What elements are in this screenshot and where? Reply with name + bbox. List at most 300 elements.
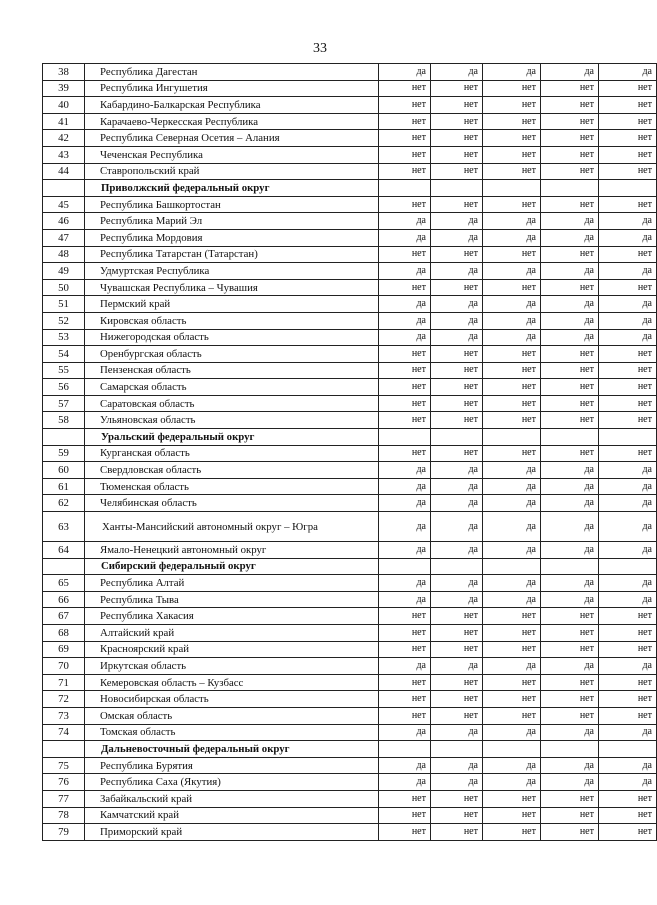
- value-cell: да: [483, 724, 541, 741]
- section-num-cell: [43, 180, 85, 197]
- value-cell: нет: [599, 445, 657, 462]
- value-cell: нет: [379, 246, 431, 263]
- row-number: 75: [43, 757, 85, 774]
- value-cell: да: [599, 64, 657, 81]
- table-row: [43, 658, 657, 675]
- value-cell: да: [599, 478, 657, 495]
- value-cell: да: [431, 462, 483, 479]
- table-row: [43, 591, 657, 608]
- value-cell: да: [431, 495, 483, 512]
- value-cell: нет: [599, 346, 657, 363]
- region-name: Новосибирская область: [85, 691, 379, 708]
- value-cell: нет: [541, 130, 599, 147]
- value-cell: да: [599, 462, 657, 479]
- value-cell: нет: [379, 97, 431, 114]
- value-cell: нет: [483, 674, 541, 691]
- value-cell: да: [541, 542, 599, 559]
- value-cell: нет: [379, 163, 431, 180]
- value-cell: нет: [483, 163, 541, 180]
- table-row: [43, 495, 657, 512]
- section-empty-cell: [483, 741, 541, 758]
- section-empty-cell: [379, 741, 431, 758]
- region-name: Нижегородская область: [85, 329, 379, 346]
- row-number: 78: [43, 807, 85, 824]
- value-cell: да: [431, 263, 483, 280]
- value-cell: нет: [541, 279, 599, 296]
- value-cell: да: [483, 575, 541, 592]
- table-row: [43, 379, 657, 396]
- value-cell: нет: [483, 146, 541, 163]
- section-empty-cell: [379, 558, 431, 575]
- value-cell: нет: [483, 362, 541, 379]
- value-cell: да: [431, 724, 483, 741]
- value-cell: нет: [379, 412, 431, 429]
- region-name: Карачаево-Черкесская Республика: [85, 113, 379, 130]
- value-cell: нет: [483, 346, 541, 363]
- value-cell: нет: [541, 641, 599, 658]
- value-cell: да: [431, 658, 483, 675]
- region-name: Чувашская Республика – Чувашия: [85, 279, 379, 296]
- region-name: Ставропольский край: [85, 163, 379, 180]
- region-name: Республика Хакасия: [85, 608, 379, 625]
- value-cell: нет: [483, 196, 541, 213]
- value-cell: нет: [483, 379, 541, 396]
- value-cell: нет: [431, 625, 483, 642]
- section-empty-cell: [541, 558, 599, 575]
- value-cell: нет: [431, 196, 483, 213]
- table-row: [43, 312, 657, 329]
- section-row: [43, 429, 657, 446]
- value-cell: нет: [431, 608, 483, 625]
- region-name: Республика Саха (Якутия): [85, 774, 379, 791]
- value-cell: да: [483, 757, 541, 774]
- value-cell: да: [599, 263, 657, 280]
- row-number: 56: [43, 379, 85, 396]
- section-row: [43, 558, 657, 575]
- row-number: 39: [43, 80, 85, 97]
- value-cell: да: [431, 757, 483, 774]
- value-cell: нет: [483, 113, 541, 130]
- value-cell: нет: [483, 625, 541, 642]
- value-cell: да: [599, 329, 657, 346]
- section-empty-cell: [379, 429, 431, 446]
- value-cell: нет: [379, 196, 431, 213]
- table-row: [43, 64, 657, 81]
- table-row: [43, 362, 657, 379]
- value-cell: нет: [541, 146, 599, 163]
- value-cell: да: [379, 724, 431, 741]
- row-number: 79: [43, 824, 85, 841]
- table-row: [43, 674, 657, 691]
- value-cell: нет: [483, 445, 541, 462]
- row-number: 73: [43, 707, 85, 724]
- value-cell: нет: [431, 707, 483, 724]
- row-number: 65: [43, 575, 85, 592]
- value-cell: нет: [599, 80, 657, 97]
- value-cell: да: [483, 512, 541, 542]
- section-empty-cell: [483, 180, 541, 197]
- table-row: [43, 707, 657, 724]
- table-row: [43, 641, 657, 658]
- row-number: 74: [43, 724, 85, 741]
- value-cell: да: [599, 774, 657, 791]
- region-name: Приморский край: [85, 824, 379, 841]
- value-cell: нет: [379, 362, 431, 379]
- row-number: 50: [43, 279, 85, 296]
- region-name: Иркутская область: [85, 658, 379, 675]
- value-cell: да: [599, 542, 657, 559]
- section-empty-cell: [431, 558, 483, 575]
- region-name: Чеченская Республика: [85, 146, 379, 163]
- value-cell: нет: [541, 790, 599, 807]
- value-cell: да: [379, 312, 431, 329]
- region-name: Свердловская область: [85, 462, 379, 479]
- value-cell: нет: [483, 807, 541, 824]
- section-empty-cell: [379, 180, 431, 197]
- section-empty-cell: [483, 429, 541, 446]
- value-cell: нет: [379, 691, 431, 708]
- value-cell: да: [599, 575, 657, 592]
- section-empty-cell: [599, 429, 657, 446]
- region-name: Ямало-Ненецкий автономный округ: [85, 542, 379, 559]
- value-cell: нет: [379, 395, 431, 412]
- value-cell: нет: [541, 608, 599, 625]
- value-cell: нет: [431, 246, 483, 263]
- value-cell: да: [483, 64, 541, 81]
- value-cell: да: [431, 64, 483, 81]
- value-cell: нет: [599, 130, 657, 147]
- table-row: [43, 608, 657, 625]
- value-cell: да: [541, 575, 599, 592]
- section-empty-cell: [599, 558, 657, 575]
- value-cell: да: [379, 591, 431, 608]
- section-empty-cell: [541, 180, 599, 197]
- row-number: 53: [43, 329, 85, 346]
- row-number: 47: [43, 229, 85, 246]
- value-cell: да: [483, 774, 541, 791]
- regions-table: [42, 63, 657, 841]
- region-name: Курганская область: [85, 445, 379, 462]
- row-number: 54: [43, 346, 85, 363]
- value-cell: нет: [379, 346, 431, 363]
- value-cell: нет: [379, 625, 431, 642]
- row-number: 67: [43, 608, 85, 625]
- value-cell: да: [541, 64, 599, 81]
- value-cell: да: [483, 213, 541, 230]
- value-cell: нет: [483, 641, 541, 658]
- value-cell: нет: [431, 146, 483, 163]
- value-cell: да: [431, 312, 483, 329]
- section-row: [43, 741, 657, 758]
- table-row: [43, 478, 657, 495]
- section-empty-cell: [541, 429, 599, 446]
- value-cell: да: [541, 296, 599, 313]
- value-cell: да: [379, 263, 431, 280]
- row-number: 41: [43, 113, 85, 130]
- section-title: Уральский федеральный округ: [85, 429, 379, 446]
- region-name: Республика Ингушетия: [85, 80, 379, 97]
- value-cell: да: [431, 229, 483, 246]
- section-title: Приволжский федеральный округ: [85, 180, 379, 197]
- value-cell: да: [379, 495, 431, 512]
- row-number: 77: [43, 790, 85, 807]
- value-cell: нет: [379, 379, 431, 396]
- table-row: [43, 80, 657, 97]
- value-cell: нет: [379, 641, 431, 658]
- value-cell: да: [431, 512, 483, 542]
- region-name: Республика Дагестан: [85, 64, 379, 81]
- value-cell: нет: [379, 707, 431, 724]
- value-cell: да: [599, 724, 657, 741]
- region-name: Тюменская область: [85, 478, 379, 495]
- value-cell: нет: [379, 80, 431, 97]
- value-cell: нет: [483, 279, 541, 296]
- row-number: 72: [43, 691, 85, 708]
- table-row: [43, 246, 657, 263]
- region-name: Оренбургская область: [85, 346, 379, 363]
- region-name: Удмуртская Республика: [85, 263, 379, 280]
- value-cell: нет: [599, 790, 657, 807]
- row-number: 69: [43, 641, 85, 658]
- page-number: 33: [313, 41, 327, 56]
- region-name: Красноярский край: [85, 641, 379, 658]
- value-cell: да: [483, 312, 541, 329]
- region-name: Республика Марий Эл: [85, 213, 379, 230]
- value-cell: нет: [541, 674, 599, 691]
- region-name: Республика Северная Осетия – Алания: [85, 130, 379, 147]
- value-cell: нет: [599, 691, 657, 708]
- table-row: [43, 395, 657, 412]
- table-row: [43, 263, 657, 280]
- value-cell: да: [379, 575, 431, 592]
- value-cell: да: [483, 542, 541, 559]
- value-cell: да: [541, 213, 599, 230]
- value-cell: нет: [541, 445, 599, 462]
- value-cell: нет: [431, 395, 483, 412]
- region-name: Саратовская область: [85, 395, 379, 412]
- value-cell: да: [379, 462, 431, 479]
- value-cell: нет: [541, 707, 599, 724]
- value-cell: нет: [431, 362, 483, 379]
- section-empty-cell: [431, 429, 483, 446]
- section-row: [43, 180, 657, 197]
- value-cell: нет: [599, 625, 657, 642]
- table-row: [43, 296, 657, 313]
- region-name: Кабардино-Балкарская Республика: [85, 97, 379, 114]
- table-row: [43, 97, 657, 114]
- region-name: Алтайский край: [85, 625, 379, 642]
- value-cell: нет: [541, 346, 599, 363]
- row-number: 71: [43, 674, 85, 691]
- value-cell: нет: [379, 790, 431, 807]
- row-number: 63: [43, 512, 85, 542]
- value-cell: да: [483, 591, 541, 608]
- value-cell: да: [379, 296, 431, 313]
- value-cell: нет: [483, 246, 541, 263]
- row-number: 64: [43, 542, 85, 559]
- value-cell: да: [541, 329, 599, 346]
- value-cell: нет: [431, 445, 483, 462]
- value-cell: да: [483, 263, 541, 280]
- row-number: 59: [43, 445, 85, 462]
- value-cell: нет: [483, 790, 541, 807]
- value-cell: нет: [379, 445, 431, 462]
- value-cell: нет: [599, 395, 657, 412]
- value-cell: да: [431, 774, 483, 791]
- value-cell: нет: [599, 113, 657, 130]
- value-cell: нет: [541, 379, 599, 396]
- value-cell: да: [541, 512, 599, 542]
- table-row: [43, 512, 657, 542]
- table-row: [43, 691, 657, 708]
- value-cell: нет: [541, 412, 599, 429]
- value-cell: да: [541, 724, 599, 741]
- value-cell: да: [379, 229, 431, 246]
- value-cell: нет: [483, 80, 541, 97]
- row-number: 38: [43, 64, 85, 81]
- value-cell: да: [599, 495, 657, 512]
- row-number: 61: [43, 478, 85, 495]
- table-row: [43, 113, 657, 130]
- value-cell: нет: [541, 163, 599, 180]
- value-cell: нет: [431, 80, 483, 97]
- region-name: Республика Тыва: [85, 591, 379, 608]
- value-cell: нет: [431, 790, 483, 807]
- section-empty-cell: [599, 180, 657, 197]
- value-cell: нет: [431, 379, 483, 396]
- value-cell: да: [541, 757, 599, 774]
- row-number: 68: [43, 625, 85, 642]
- value-cell: нет: [541, 395, 599, 412]
- table-row: [43, 807, 657, 824]
- value-cell: да: [541, 263, 599, 280]
- table-row: [43, 213, 657, 230]
- value-cell: нет: [541, 625, 599, 642]
- value-cell: нет: [599, 379, 657, 396]
- value-cell: нет: [541, 691, 599, 708]
- row-number: 44: [43, 163, 85, 180]
- value-cell: нет: [599, 279, 657, 296]
- table-row: [43, 774, 657, 791]
- value-cell: нет: [483, 608, 541, 625]
- region-name: Республика Башкортостан: [85, 196, 379, 213]
- value-cell: нет: [483, 691, 541, 708]
- row-number: 66: [43, 591, 85, 608]
- region-name: Республика Бурятия: [85, 757, 379, 774]
- value-cell: да: [483, 462, 541, 479]
- value-cell: нет: [483, 97, 541, 114]
- value-cell: нет: [541, 196, 599, 213]
- region-name: Кемеровская область – Кузбасс: [85, 674, 379, 691]
- value-cell: нет: [431, 641, 483, 658]
- table-body: [43, 64, 657, 841]
- table-row: [43, 329, 657, 346]
- value-cell: да: [431, 478, 483, 495]
- value-cell: нет: [541, 807, 599, 824]
- table-row: [43, 625, 657, 642]
- value-cell: да: [431, 575, 483, 592]
- value-cell: нет: [379, 279, 431, 296]
- value-cell: нет: [599, 146, 657, 163]
- row-number: 76: [43, 774, 85, 791]
- value-cell: нет: [431, 807, 483, 824]
- value-cell: да: [431, 296, 483, 313]
- value-cell: нет: [599, 412, 657, 429]
- value-cell: нет: [541, 362, 599, 379]
- section-num-cell: [43, 429, 85, 446]
- value-cell: нет: [599, 246, 657, 263]
- value-cell: нет: [379, 130, 431, 147]
- section-num-cell: [43, 741, 85, 758]
- value-cell: нет: [379, 113, 431, 130]
- row-number: 46: [43, 213, 85, 230]
- row-number: 43: [43, 146, 85, 163]
- section-empty-cell: [431, 741, 483, 758]
- table-row: [43, 146, 657, 163]
- table-row: [43, 757, 657, 774]
- value-cell: нет: [431, 97, 483, 114]
- table-row: [43, 824, 657, 841]
- value-cell: нет: [541, 113, 599, 130]
- value-cell: нет: [379, 608, 431, 625]
- value-cell: да: [379, 658, 431, 675]
- region-name: Республика Татарстан (Татарстан): [85, 246, 379, 263]
- value-cell: нет: [431, 412, 483, 429]
- value-cell: нет: [379, 807, 431, 824]
- row-number: 62: [43, 495, 85, 512]
- row-number: 55: [43, 362, 85, 379]
- table-row: [43, 130, 657, 147]
- value-cell: да: [599, 229, 657, 246]
- value-cell: нет: [431, 279, 483, 296]
- value-cell: нет: [599, 97, 657, 114]
- value-cell: да: [541, 462, 599, 479]
- value-cell: нет: [599, 824, 657, 841]
- region-name: Камчатский край: [85, 807, 379, 824]
- value-cell: да: [541, 774, 599, 791]
- region-name: Ханты-Мансийский автономный округ – Югра: [85, 512, 379, 542]
- row-number: 40: [43, 97, 85, 114]
- value-cell: нет: [599, 608, 657, 625]
- value-cell: нет: [379, 146, 431, 163]
- section-title: Сибирский федеральный округ: [85, 558, 379, 575]
- value-cell: да: [431, 329, 483, 346]
- value-cell: да: [541, 312, 599, 329]
- region-name: Республика Алтай: [85, 575, 379, 592]
- section-empty-cell: [483, 558, 541, 575]
- section-empty-cell: [599, 741, 657, 758]
- region-name: Томская область: [85, 724, 379, 741]
- value-cell: нет: [431, 346, 483, 363]
- section-title: Дальневосточный федеральный округ: [85, 741, 379, 758]
- table-row: [43, 790, 657, 807]
- value-cell: нет: [599, 674, 657, 691]
- value-cell: да: [431, 542, 483, 559]
- value-cell: да: [541, 591, 599, 608]
- row-number: 52: [43, 312, 85, 329]
- value-cell: нет: [541, 824, 599, 841]
- table-row: [43, 575, 657, 592]
- value-cell: да: [379, 774, 431, 791]
- value-cell: да: [379, 213, 431, 230]
- value-cell: да: [599, 296, 657, 313]
- row-number: 58: [43, 412, 85, 429]
- region-name: Пермский край: [85, 296, 379, 313]
- value-cell: нет: [541, 97, 599, 114]
- value-cell: да: [379, 64, 431, 81]
- value-cell: да: [541, 495, 599, 512]
- table-row: [43, 542, 657, 559]
